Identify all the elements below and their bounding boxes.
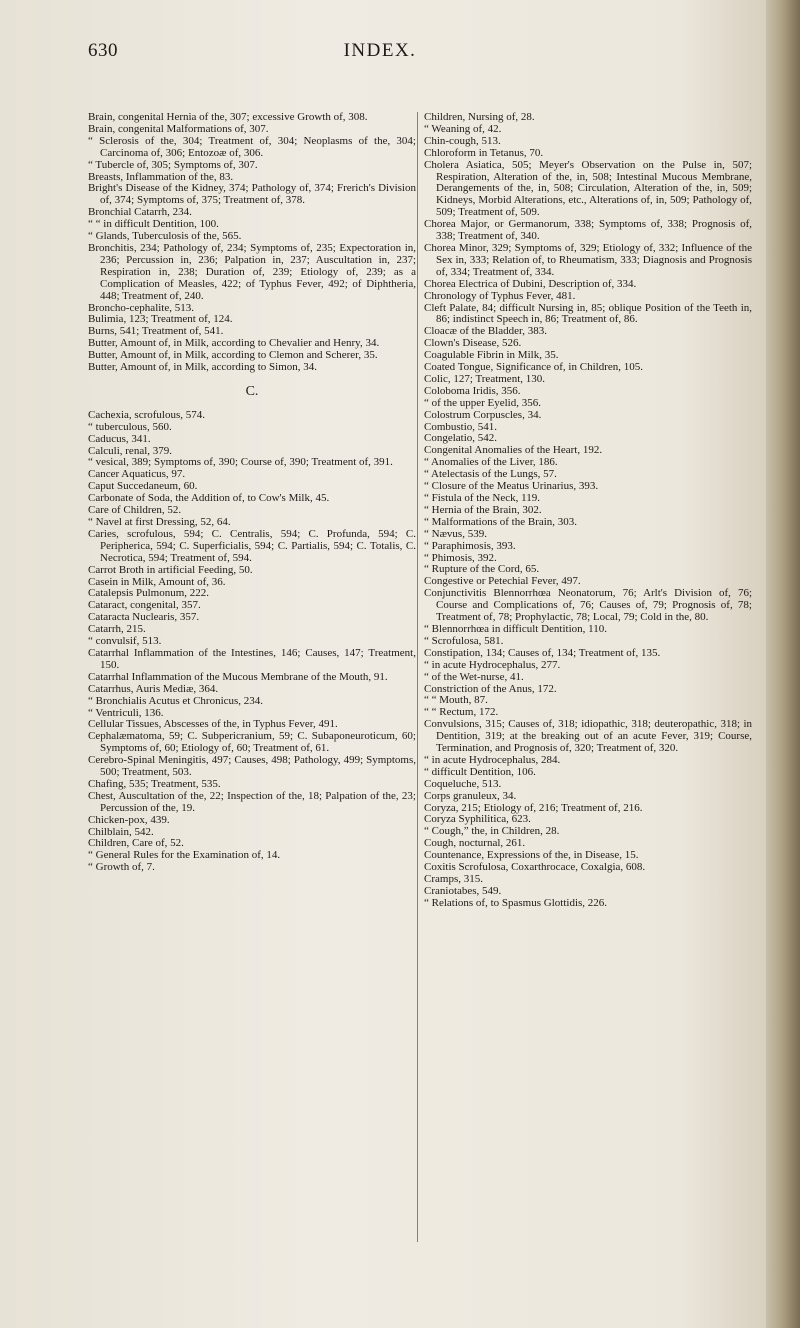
index-entry: Bronchitis, 234; Pathology of, 234; Symptoms of, 235; Expectoration in, 236; Percussion in, 236; Palpation in, 237; Auscultation in, 237; Respiration in, 238; Duration of, 239; Etiology of, 239; as a Complication of Measles, 422; of Typhus Fever, 492; of Diphtheria, 448; Treatment of, 240. — [88, 241, 416, 302]
index-entry: “ Glands, Tuberculosis of the, 565. — [88, 230, 242, 243]
index-entry: Countenance, Expressions of the, in Disease, 15. — [424, 849, 639, 862]
index-entry: Carbonate of Soda, the Addition of, to Cow's Milk, 45. — [88, 492, 330, 505]
index-entry: Cleft Palate, 84; difficult Nursing in, 85; oblique Position of the Teeth in, 86; indistinct Speech in, 86; Treatment of, 86. — [424, 301, 752, 326]
page-header — [0, 40, 760, 70]
index-entry: Cancer Aquaticus, 97. — [88, 468, 186, 481]
index-entry: Chafing, 535; Treatment, 535. — [88, 777, 221, 790]
index-entry: Cephalæmatoma, 59; C. Subpericranium, 59; C. Subaponeuroticum, 60; Symptoms of, 60; Etiology of, 60; Treatment of, 61. — [88, 730, 416, 755]
index-entry: “ in acute Hydrocephalus, 277. — [424, 658, 561, 671]
index-entry: Catarrh, 215. — [88, 623, 146, 636]
index-entry: “ Ventriculi, 136. — [88, 706, 164, 719]
index-entry: Constriction of the Anus, 172. — [424, 682, 557, 695]
index-entry: Butter, Amount of, in Milk, according to Simon, 34. — [88, 361, 318, 374]
index-entry: Butter, Amount of, in Milk, according to Clemon and Scherer, 35. — [88, 349, 378, 362]
index-entry: “ Scrofulosa, 581. — [424, 634, 504, 647]
section-letter-c: C. — [245, 383, 259, 399]
index-entry: Combustio, 541. — [424, 420, 498, 433]
index-entry: “ of the Wet-nurse, 41. — [424, 670, 524, 683]
index-entry: “ Navel at first Dressing, 52, 64. — [88, 516, 231, 528]
index-entry: “ vesical, 389; Symptoms of, 390; Course of, 390; Treatment of, 391. — [88, 456, 393, 469]
index-entry: Caducus, 341. — [88, 432, 151, 445]
index-entry: Brain, congenital Malformations of, 307. — [88, 122, 269, 135]
index-entry: Chronology of Typhus Fever, 481. — [424, 289, 576, 302]
index-entry: Children, Nursing of, 28. — [424, 111, 535, 123]
index-entry: Cough, nocturnal, 261. — [424, 837, 526, 850]
index-entry: Chloroform in Tetanus, 70. — [424, 146, 544, 159]
index-column-right — [424, 112, 752, 910]
index-entry: Coagulable Fibrin in Milk, 35. — [424, 349, 559, 362]
index-entry: Cholera Asiatica, 505; Meyer's Observation on the Pulse in, 507; Respiration, Alteration of the, in, 508; Intestinal Mucous Membrane, Derangements of the, in, 508; Circulation, Alteration of the, in, 509; Kidneys, Morbid Alterations, etc., Alterations of, in, 509; Pathology of, 509; Treatment of, 509. — [424, 158, 752, 219]
index-entry: “ Phimosis, 392. — [424, 551, 497, 564]
index-entry: “ Sclerosis of the, 304; Treatment of, 304; Neoplasms of the, 304; Carcinoma of, 306; Entozoæ of, 306. — [88, 134, 416, 159]
index-entry: Chorea Major, or Germanorum, 338; Symptoms of, 338; Prognosis of, 338; Treatment of, 340. — [424, 218, 752, 243]
running-head: INDEX. — [343, 40, 417, 61]
index-entry: Broncho-cephalite, 513. — [88, 301, 194, 314]
index-entry: “ difficult Dentition, 106. — [424, 765, 536, 778]
index-entry: Catarrhal Inflammation of the Intestines, 146; Causes, 147; Treatment, 150. — [88, 646, 416, 671]
index-entry: “ Fistula of the Neck, 119. — [424, 492, 540, 504]
index-entry: “ in acute Hydrocephalus, 284. — [424, 753, 561, 766]
index-entry: Cataract, congenital, 357. — [88, 599, 201, 612]
index-entry: Calculi, renal, 379. — [88, 444, 173, 457]
index-entry: Catalepsis Pulmonum, 222. — [88, 587, 209, 600]
index-entry: Casein in Milk, Amount of, 36. — [88, 575, 226, 588]
index-entry: Cachexia, scrofulous, 574. — [88, 408, 205, 421]
index-entry: “ Nævus, 539. — [424, 527, 487, 540]
index-entry: Constipation, 134; Causes of, 134; Treatment of, 135. — [424, 646, 661, 659]
index-entry: Cramps, 315. — [424, 873, 483, 885]
index-entry: “ of the upper Eyelid, 356. — [424, 396, 541, 409]
index-entries-c — [88, 410, 416, 874]
index-entry: “ Rupture of the Cord, 65. — [424, 563, 540, 576]
index-entry: Convulsions, 315; Causes of, 318; idiopathic, 318; deuteropathic, 318; in Dentition, 319; at the breaking out of an acute Fever, 319; Course, Termination, and Prognosis of, 320; Treatment of, 320. — [424, 718, 752, 755]
index-entry: Chorea Minor, 329; Symptoms of, 329; Etiology of, 332; Influence of the Sex in, 333; Relation of, to Rheumatism, 333; Diagnosis and Prognosis of, 334; Treatment of, 334. — [424, 241, 752, 278]
index-entry: “ Hernia of the Brain, 302. — [424, 503, 542, 516]
index-entry: Congestive or Petechial Fever, 497. — [424, 575, 581, 588]
index-entry: “ Blennorrhœa in difficult Dentition, 110. — [424, 622, 607, 635]
index-entry: Chin-cough, 513. — [424, 134, 501, 147]
index-entries-right — [424, 112, 752, 910]
index-entry: “ Relations of, to Spasmus Glottidis, 226. — [424, 896, 608, 909]
index-entry: Chicken-pox, 439. — [88, 813, 170, 826]
index-entry: Catarrhal Inflammation of the Mucous Membrane of the Mouth, 91. — [88, 670, 388, 683]
index-entry: “ tuberculous, 560. — [88, 420, 172, 433]
index-entry: Coryza Syphilitica, 623. — [424, 813, 531, 826]
index-entry: “ Anomalies of the Liver, 186. — [424, 456, 558, 469]
index-entry: Bronchial Catarrh, 234. — [88, 206, 192, 219]
index-column-left — [88, 112, 416, 874]
index-entry: Congenital Anomalies of the Heart, 192. — [424, 444, 603, 457]
index-entry: Cataracta Nuclearis, 357. — [88, 611, 200, 624]
index-entry: Chorea Electrica of Dubini, Description of, 334. — [424, 277, 637, 290]
index-entry: “ Closure of the Meatus Urinarius, 393. — [424, 480, 599, 493]
index-entry: Coated Tongue, Significance of, in Children, 105. — [424, 361, 643, 374]
index-entry: “ Growth of, 7. — [88, 861, 155, 874]
index-entry: “ convulsif, 513. — [88, 635, 162, 648]
index-entry: Brain, congenital Hernia of the, 307; excessive Growth of, 308. — [88, 111, 368, 123]
index-entry: “ “ in difficult Dentition, 100. — [88, 218, 219, 231]
index-entry: Bulimia, 123; Treatment of, 124. — [88, 313, 233, 326]
index-entry: Congelatio, 542. — [424, 432, 498, 445]
index-entry: Care of Children, 52. — [88, 504, 182, 517]
index-entry: Catarrhus, Auris Mediæ, 364. — [88, 682, 219, 695]
page-edge-shadow — [766, 0, 800, 1328]
index-entry: Burns, 541; Treatment of, 541. — [88, 325, 224, 338]
index-entry: “ “ Rectum, 172. — [424, 706, 499, 719]
page-number: 630 — [88, 40, 118, 61]
index-entry: Caries, scrofulous, 594; C. Centralis, 594; C. Profunda, 594; C. Peripherica, 594; C. Superficialis, 594; C. Partialis, 594; C. Totalis, C. Necrotica, 594; Treatment of, 594. — [88, 527, 416, 564]
index-entry: Colic, 127; Treatment, 130. — [424, 372, 545, 385]
index-entry: Colostrum Corpuscles, 34. — [424, 408, 542, 421]
index-entry: Butter, Amount of, in Milk, according to Chevalier and Henry, 34. — [88, 337, 380, 350]
index-entry: “ General Rules for the Examination of, 14. — [88, 849, 281, 862]
index-entry: Clown's Disease, 526. — [424, 337, 522, 350]
index-entry: Coloboma Iridis, 356. — [424, 384, 521, 397]
index-entry: “ Malformations of the Brain, 303. — [424, 515, 578, 528]
index-entry: Caput Succedaneum, 60. — [88, 480, 198, 493]
index-entry: “ Paraphimosis, 393. — [424, 539, 516, 552]
index-entry: Chilblain, 542. — [88, 825, 154, 838]
index-entry: “ Tubercle of, 305; Symptoms of, 307. — [88, 158, 258, 171]
index-entry: Corps granuleux, 34. — [424, 789, 517, 802]
index-entry: Conjunctivitis Blennorrhœa Neonatorum, 76; Arlt's Division of, 76; Course and Complications of, 76; Causes of, 79; Prognosis of, 78; Treatment of, 78; Prophylactic, 78; Local, 79; Cold in the, 80. — [424, 587, 752, 624]
index-entry: Cellular Tissues, Abscesses of the, in Typhus Fever, 491. — [88, 718, 338, 731]
index-entry: Children, Care of, 52. — [88, 837, 184, 850]
index-entry: Coryza, 215; Etiology of, 216; Treatment of, 216. — [424, 801, 643, 814]
index-entry: Carrot Broth in artificial Feeding, 50. — [88, 563, 253, 576]
index-entry: Chest, Auscultation of the, 22; Inspection of the, 18; Palpation of the, 23; Percussion of the, 19. — [88, 789, 416, 814]
index-entry: Coxitis Scrofulosa, Coxarthrocace, Coxalgia, 608. — [424, 861, 646, 874]
index-entry: “ Cough,” the, in Children, 28. — [424, 825, 560, 838]
index-entry: Breasts, Inflammation of the, 83. — [88, 170, 234, 183]
index-entries-b — [88, 112, 416, 374]
column-divider — [417, 112, 418, 1242]
index-entry: Cloacæ of the Bladder, 383. — [424, 325, 547, 338]
index-entry: “ Bronchialis Acutus et Chronicus, 234. — [88, 694, 264, 707]
index-entry: “ Weaning of, 42. — [424, 122, 502, 135]
index-entry: “ “ Mouth, 87. — [424, 694, 488, 707]
index-entry: Coqueluche, 513. — [424, 777, 502, 790]
index-entry: Craniotabes, 549. — [424, 884, 502, 897]
index-entry: “ Atelectasis of the Lungs, 57. — [424, 468, 557, 481]
index-entry: Bright's Disease of the Kidney, 374; Pathology of, 374; Frerich's Division of, 374; Symptoms of, 375; Treatment of, 378. — [88, 182, 416, 207]
index-entry: Cerebro-Spinal Meningitis, 497; Causes, 498; Pathology, 499; Symptoms, 500; Treatment, 503. — [88, 754, 416, 779]
